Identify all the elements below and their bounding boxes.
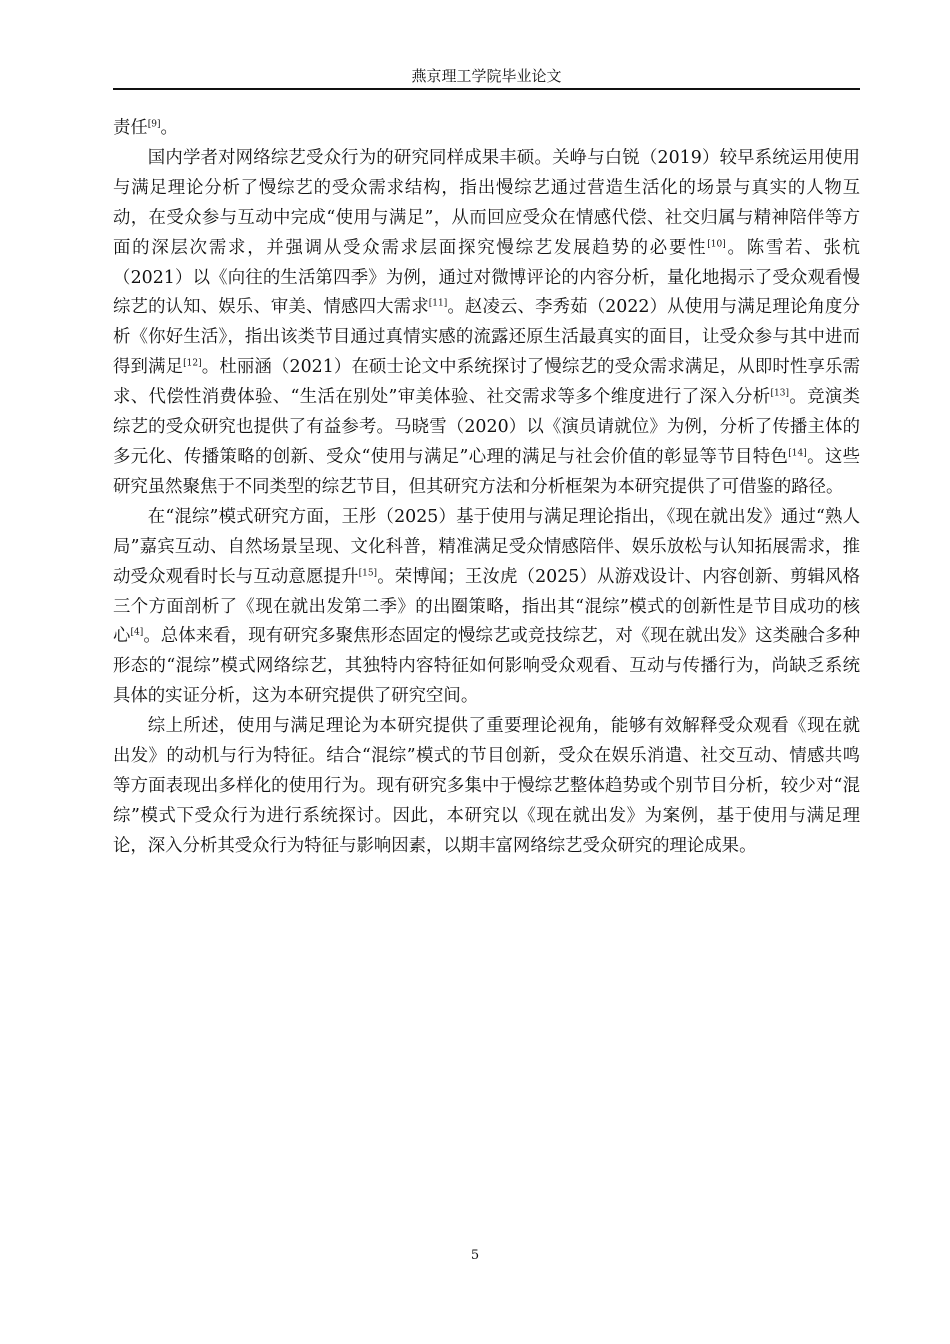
citation-marker: [11] bbox=[428, 298, 448, 309]
paragraph-1 bbox=[113, 114, 860, 144]
citation-marker: [12] bbox=[183, 358, 202, 369]
page-header-title: 燕京理工学院毕业论文 bbox=[411, 67, 562, 85]
paragraph-text: 。这些研究虽然聚焦于不同类型的综艺节目，但其研究方法和分析框架为本研究提供了可借鉴的路径。 bbox=[113, 446, 860, 497]
citation-marker: [15] bbox=[358, 567, 378, 578]
paragraph-text: 。荣博闻；王汝虎（2025）从游戏设计、内容创新、剪辑风格三个方面剖析了《现在就出发第二季》的出圈策略，指出其“混综”模式的创新性是节目成功的核心 bbox=[113, 566, 860, 647]
citation-marker: [9] bbox=[147, 119, 161, 130]
paragraph-2 bbox=[113, 144, 860, 503]
paragraph-3 bbox=[113, 503, 860, 712]
citation-marker: [10] bbox=[707, 238, 726, 249]
paragraph-4 bbox=[113, 712, 860, 862]
paragraph-text: 综上所述，使用与满足理论为本研究提供了重要理论视角，能够有效解释受众观看《现在就出发》的动机与行为特征。结合“混综”模式的节目创新，受众在娱乐消遣、社交互动、情感共鸣等方面表现出多样化的使用行为。现有研究多集中于慢综艺整体趋势或个别节目分析，较少对“混综”模式下受众行为进行系统探讨。因此，本研究以《现在就出发》为案例，基于使用与满足理论，深入分析其受众行为特征与影响因素，以期丰富网络综艺受众研究的理论成果。 bbox=[113, 716, 860, 856]
paragraph-text: 。赵凌云、李秀茹（2022）从使用与满足理论角度分析《你好生活》，指出该类节目通过真情实感的流露还原生活最真实的面目，让受众参与其中进而得到满足 bbox=[113, 297, 860, 378]
body-text bbox=[113, 114, 860, 862]
citation-marker: [14] bbox=[788, 448, 807, 459]
paragraph-text: 。杜丽涵（2021）在硕士论文中系统探讨了慢综艺的受众需求满足，从即时性享乐需求、代偿性消费体验、“生活在别处”审美体验、社交需求等多个维度进行了深入分析 bbox=[113, 357, 860, 408]
paragraph-text: 在“混综”模式研究方面，王彤（2025）基于使用与满足理论指出，《现在就出发》通过“熟人局”嘉宾互动、自然场景呈现、文化科普，精准满足受众情感陪伴、娱乐放松与认知拓展需求，推动受众观看时长与互动意愿提升 bbox=[113, 506, 860, 587]
paragraph-text: 。陈雪若、张杭（2021）以《向往的生活第四季》为例，通过对微博评论的内容分析，量化地揭示了受众观看慢综艺的认知、娱乐、审美、情感四大需求 bbox=[113, 237, 860, 318]
citation-marker: [4] bbox=[130, 627, 144, 638]
paragraph-text: 国内学者对网络综艺受众行为的研究同样成果丰硕。关峥与白锐（2019）较早系统运用使用与满足理论分析了慢综艺的受众需求结构，指出慢综艺通过营造生活化的场景与真实的人物互动，在受众参与互动中完成“使用与满足”，从而回应受众在情感代偿、社交归属与精神陪伴等方面的深层次需求，并强调从受众需求层面探究慢综艺发展趋势的必要性 bbox=[113, 147, 860, 258]
header-rule bbox=[113, 88, 860, 90]
page-number: 5 bbox=[470, 1248, 480, 1263]
paragraph-text: 责任 bbox=[113, 118, 148, 138]
paragraph-text: 。竞演类综艺的受众研究也提供了有益参考。马晓雪（2020）以《演员请就位》为例，分析了传播主体的多元化、传播策略的创新、受众“使用与满足”心理的满足与社会价值的彰显等节目特色 bbox=[113, 387, 860, 467]
citation-marker: [13] bbox=[770, 388, 789, 399]
paragraph-text: 。 bbox=[160, 118, 178, 138]
paragraph-text: 。总体来看，现有研究多聚焦形态固定的慢综艺或竞技综艺，对《现在就出发》这类融合多种形态的“混综”模式网络综艺，其独特内容特征如何影响受众观看、互动与传播行为，尚缺乏系统具体的实证分析，这为本研究提供了研究空间。 bbox=[113, 626, 860, 707]
